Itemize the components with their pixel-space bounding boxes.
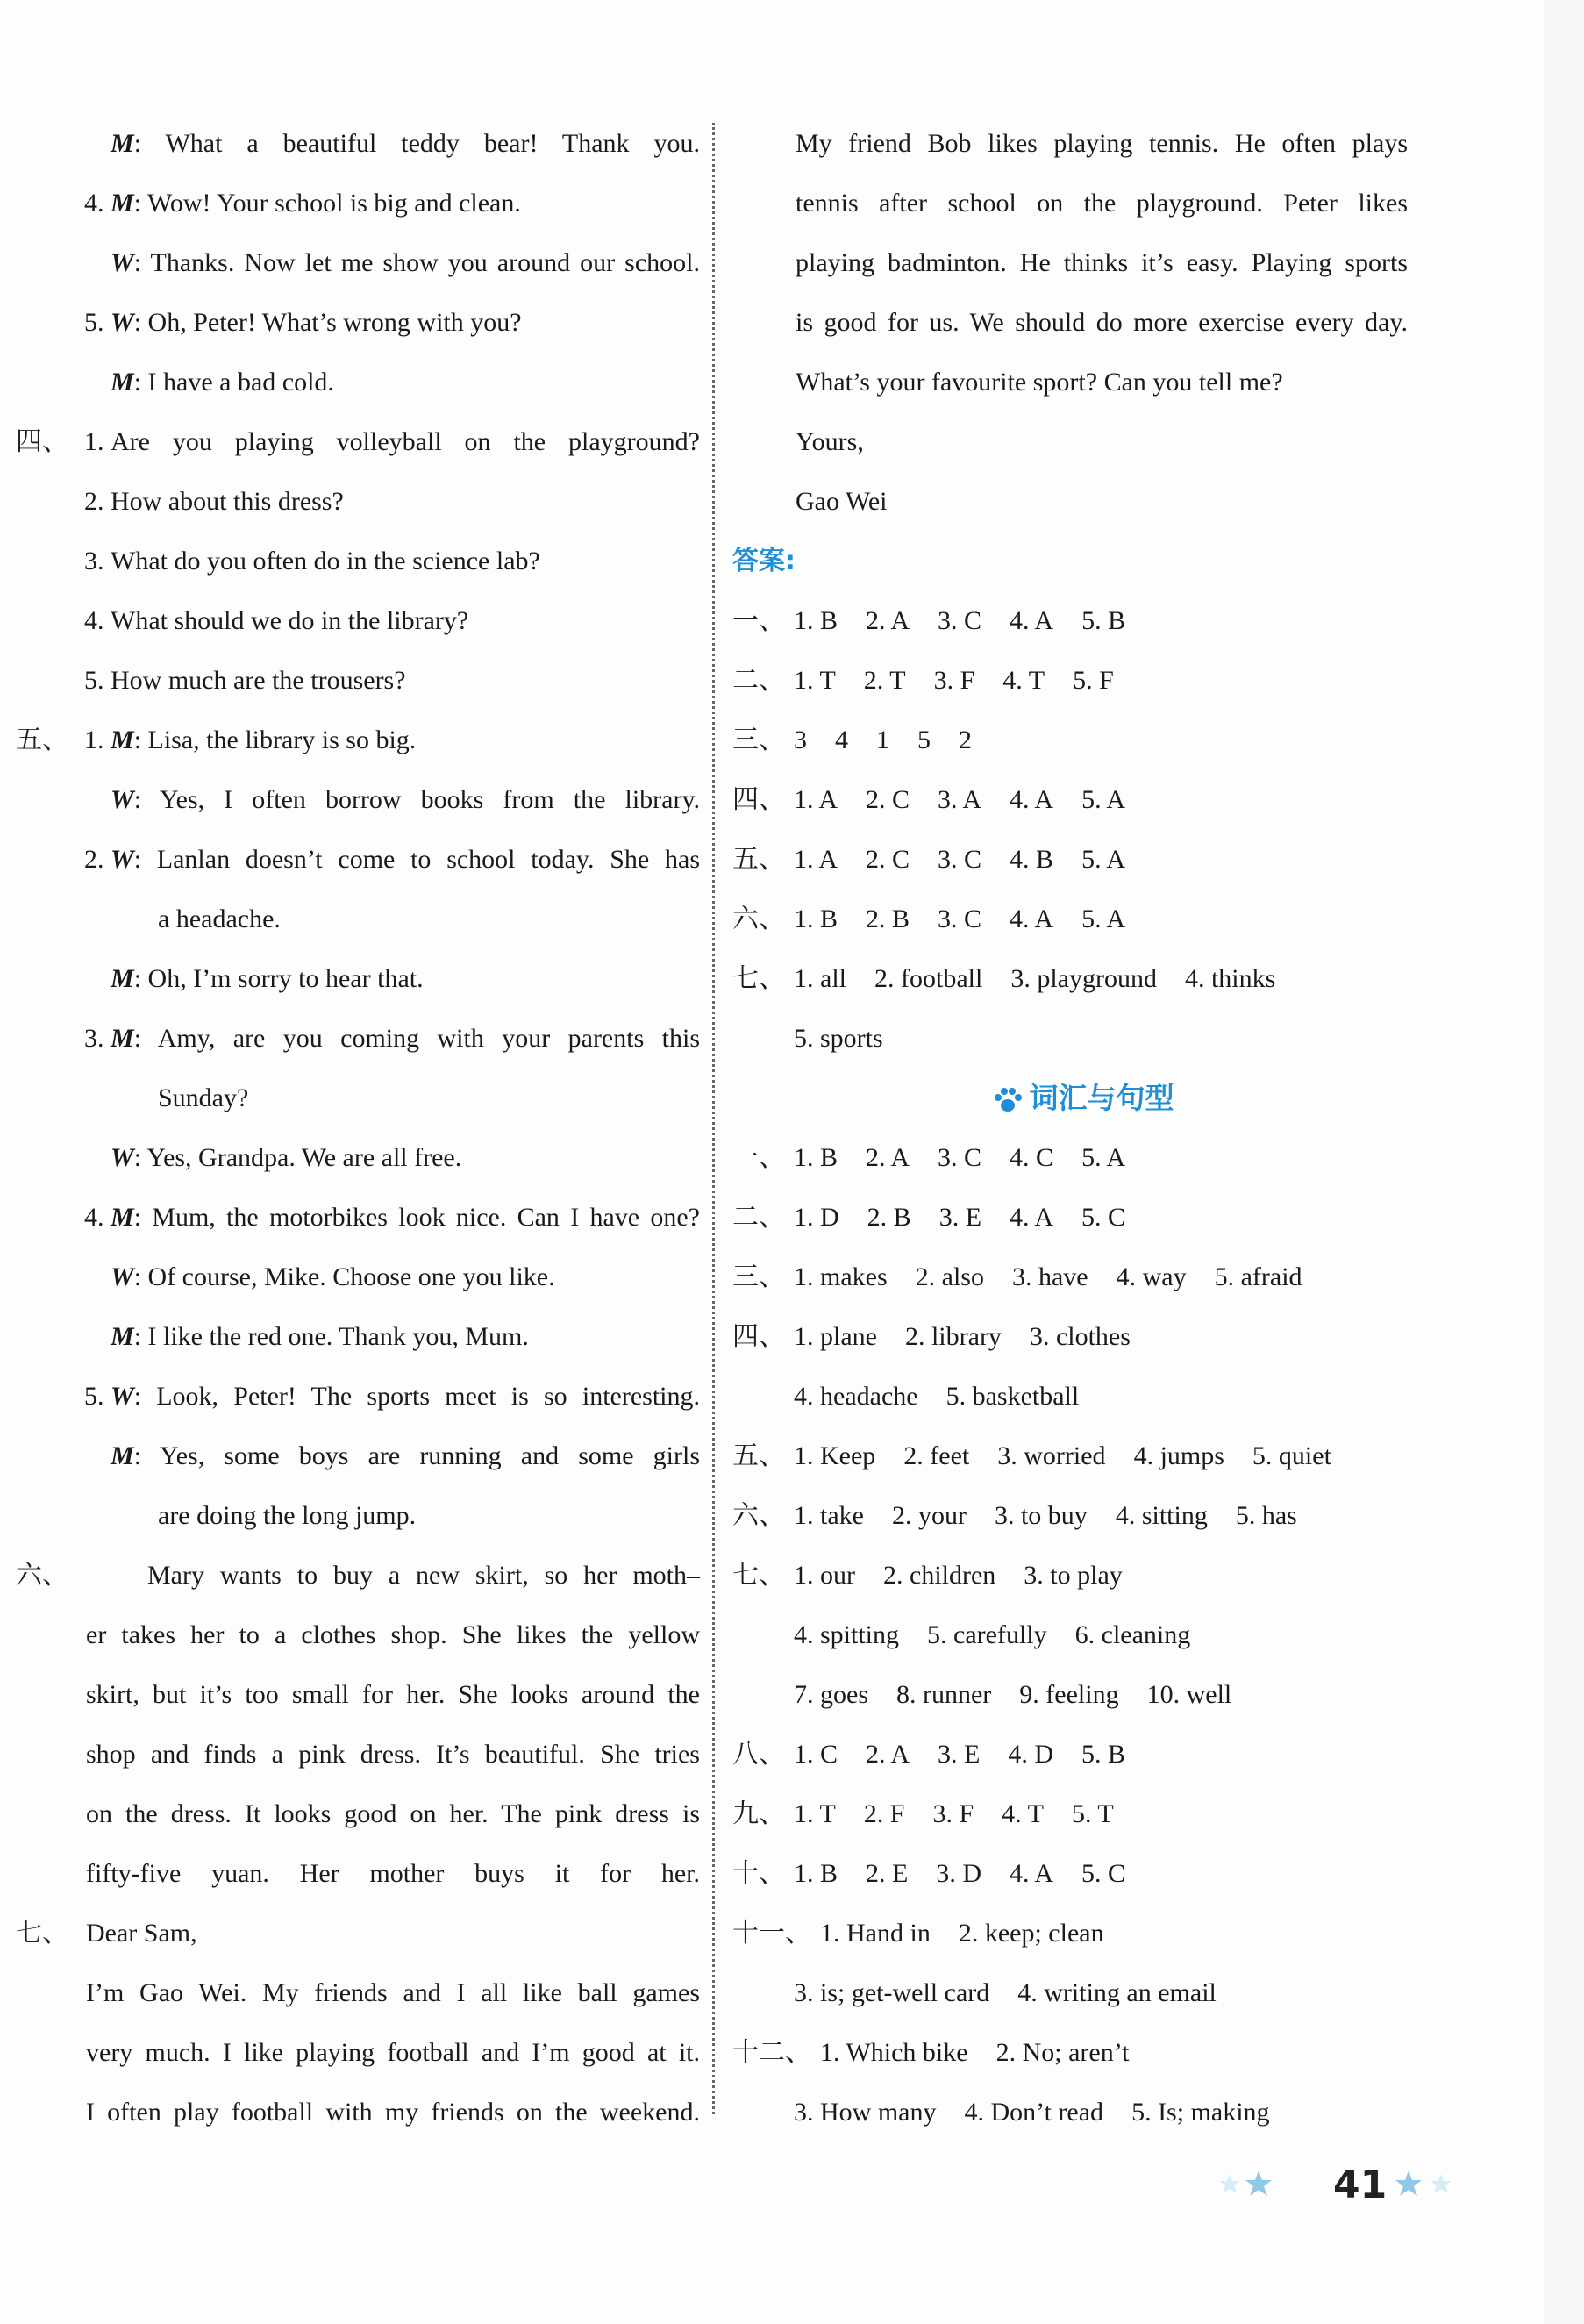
line-text: on the dress. It looks good on her. The pink dress is xyxy=(86,1799,700,1828)
section-marker: 九、 xyxy=(732,1799,785,1828)
answer-item: 3. C xyxy=(938,606,982,635)
text-line xyxy=(732,293,1434,353)
answer-item: 5. has xyxy=(1235,1501,1297,1530)
speaker-label: W xyxy=(111,248,134,277)
right-column xyxy=(732,114,1434,2142)
text-line xyxy=(25,1725,700,1784)
speaker-label: W xyxy=(111,785,134,814)
text-line xyxy=(732,830,1434,890)
text-line xyxy=(732,2023,1434,2083)
answer-item: 2. library xyxy=(904,1322,1002,1351)
line-text: fifty-five yuan. Her mother buys it for her. xyxy=(86,1859,700,1888)
answer-item: 2. feet xyxy=(903,1441,970,1470)
answer-item: 5. A xyxy=(1081,845,1126,874)
answer-item: 4. writing an email xyxy=(1017,1978,1217,2007)
vocab-heading: 词汇与句型 xyxy=(1029,1081,1174,1115)
answer-item: 5. A xyxy=(1081,1143,1126,1172)
letter-line: What’s your favourite sport? Can you tell me? xyxy=(796,368,1283,397)
answer-item: 1. B xyxy=(794,1143,838,1172)
answer-item: 4. Don’t read xyxy=(964,2098,1104,2127)
text-line xyxy=(16,1546,700,1605)
answer-item: 9. feeling xyxy=(1019,1680,1119,1709)
section-marker: 四、 xyxy=(732,1322,785,1351)
answer-item: 4. way xyxy=(1116,1262,1187,1291)
text-line xyxy=(25,293,700,353)
answer-item: 1. T xyxy=(794,1799,836,1828)
answer-item: 6. cleaning xyxy=(1074,1620,1191,1649)
answer-item: 4. sitting xyxy=(1115,1501,1208,1530)
answer-item: 5. T xyxy=(1071,1799,1114,1828)
speaker-label: M xyxy=(111,1024,134,1053)
text-line xyxy=(732,1427,1434,1486)
section-marker: 六、 xyxy=(732,905,785,933)
answer-item: 4. T xyxy=(1002,666,1045,695)
page-number: 41 xyxy=(1333,2162,1388,2207)
answer-item: 1. Which bike xyxy=(820,2038,968,2067)
answer-item: 3. C xyxy=(938,845,982,874)
item-number: 1. xyxy=(84,427,104,456)
answer-item: 5 xyxy=(917,726,931,754)
answer-item: 3. playground xyxy=(1010,964,1157,993)
answer-item: 1. A xyxy=(794,785,838,814)
line-text: M: I have a bad cold. xyxy=(111,368,334,397)
star-decoration-icon xyxy=(1219,2167,1324,2202)
text-line xyxy=(732,174,1434,233)
section-marker: 六、 xyxy=(16,1561,68,1590)
line-text: a headache. xyxy=(158,905,281,933)
answer-item: 1. D xyxy=(794,1203,839,1232)
section-marker: 四、 xyxy=(732,785,785,814)
text-line xyxy=(25,233,700,293)
text-line xyxy=(732,233,1434,293)
answer-item: 5. F xyxy=(1073,666,1114,695)
text-line xyxy=(732,2083,1434,2142)
speaker-label: M xyxy=(111,129,134,158)
line-text: M: Amy, are you coming with your parents this xyxy=(111,1024,700,1053)
line-text: M: Wow! Your school is big and clean. xyxy=(111,189,521,218)
answer-item: 2. C xyxy=(866,785,910,814)
answer-item: 3. clothes xyxy=(1029,1322,1131,1351)
line-text: W: Yes, I often borrow books from the library. xyxy=(111,785,700,814)
letter-line: playing badminton. He thinks it’s easy. Playing sports xyxy=(796,248,1408,277)
section-marker: 三、 xyxy=(732,726,785,754)
answer-item: 2. children xyxy=(883,1561,996,1590)
section-marker: 十一、 xyxy=(732,1919,811,1948)
answer-item: 4. A xyxy=(1010,905,1054,933)
text-line xyxy=(25,532,700,591)
text-line xyxy=(25,1963,700,2023)
line-text: What should we do in the library? xyxy=(111,606,469,635)
letter-line: My friend Bob likes playing tennis. He often plays xyxy=(796,129,1408,158)
text-line xyxy=(732,472,1434,532)
answer-item: 4. A xyxy=(1010,785,1054,814)
answer-item: 2. C xyxy=(866,845,910,874)
text-line xyxy=(732,1486,1434,1546)
speaker-label: M xyxy=(111,1441,134,1470)
text-line xyxy=(25,1784,700,1844)
letter-line: tennis after school on the playground. Peter likes xyxy=(796,189,1408,218)
answer-item: 2. football xyxy=(874,964,983,993)
answer-item: 1. Keep xyxy=(794,1441,876,1470)
answer-item: 4. A xyxy=(1010,606,1054,635)
answer-item: 8. runner xyxy=(896,1680,992,1709)
line-text: shop and finds a pink dress. It’s beautiful. She tries xyxy=(86,1740,700,1769)
answer-item: 10. well xyxy=(1146,1680,1232,1709)
answer-item: 3. E xyxy=(938,1740,981,1769)
answer-item: 3. worried xyxy=(997,1441,1106,1470)
line-text: Mary wants to buy a new skirt, so her moth– xyxy=(147,1561,700,1590)
answer-item: 2. F xyxy=(863,1799,905,1828)
text-line xyxy=(16,412,700,472)
speaker-label: M xyxy=(111,964,134,993)
answer-item: 5. B xyxy=(1081,606,1126,635)
answer-item: 4. T xyxy=(1002,1799,1044,1828)
answer-item: 2. A xyxy=(866,1143,910,1172)
text-line xyxy=(732,1844,1434,1904)
text-line xyxy=(25,949,700,1009)
answer-item: 5. Is; making xyxy=(1131,2098,1270,2127)
item-number: 3. xyxy=(84,547,104,576)
line-text: Are you playing volleyball on the playground? xyxy=(111,427,700,456)
section-marker: 五、 xyxy=(732,845,785,874)
section-marker: 十、 xyxy=(732,1859,785,1888)
text-line xyxy=(732,770,1434,830)
answer-item: 2. B xyxy=(867,1203,911,1232)
answer-item: 1. T xyxy=(794,666,836,695)
section-marker: 七、 xyxy=(732,964,785,993)
answer-item: 3. to play xyxy=(1024,1561,1123,1590)
item-number: 2. xyxy=(84,845,104,874)
text-line xyxy=(25,472,700,532)
item-number: 4. xyxy=(84,1203,104,1232)
text-line xyxy=(25,591,700,651)
section-marker: 二、 xyxy=(732,1203,785,1232)
text-line xyxy=(25,1605,700,1665)
text-line xyxy=(732,1307,1434,1367)
text-line xyxy=(25,1367,700,1427)
answer-item: 5. C xyxy=(1081,1203,1126,1232)
text-line xyxy=(732,890,1434,949)
answers-heading: 答案: xyxy=(732,546,796,576)
answer-item: 2. also xyxy=(915,1262,984,1291)
speaker-label: W xyxy=(111,1262,134,1291)
line-text: I’m Gao Wei. My friends and I all like ball games xyxy=(86,1978,700,2007)
section-marker: 一、 xyxy=(732,606,785,635)
text-line xyxy=(25,174,700,233)
answer-item: 1. plane xyxy=(794,1322,877,1351)
line-text: W: Lanlan doesn’t come to school today. She has xyxy=(111,845,700,874)
answer-item: 1. B xyxy=(794,606,838,635)
section-marker: 六、 xyxy=(732,1501,785,1530)
answer-item: 3. F xyxy=(933,666,975,695)
answer-item: 4. B xyxy=(1010,845,1054,874)
answer-item: 5. A xyxy=(1081,905,1126,933)
answer-item: 1. our xyxy=(794,1561,855,1590)
speaker-label: W xyxy=(111,308,134,337)
text-line xyxy=(732,651,1434,711)
text-line xyxy=(25,1665,700,1725)
line-text: W: Yes, Grandpa. We are all free. xyxy=(111,1143,462,1172)
letter-line: Yours, xyxy=(796,427,864,456)
line-text: How about this dress? xyxy=(111,487,344,516)
text-line xyxy=(732,1069,1434,1128)
item-number: 4. xyxy=(84,606,104,635)
page-footer xyxy=(1219,2158,1466,2211)
line-text: Dear Sam, xyxy=(86,1919,197,1948)
letter-line: is good for us. We should do more exercise every day. xyxy=(796,308,1408,337)
answer-item: 3 xyxy=(794,726,807,754)
line-text: How much are the trousers? xyxy=(111,666,406,695)
section-marker: 四、 xyxy=(16,427,68,456)
answer-item: 1. A xyxy=(794,845,838,874)
answer-item: 3. How many xyxy=(794,2098,937,2127)
answer-item: 2. A xyxy=(866,1740,910,1769)
answer-item: 3. C xyxy=(938,1143,982,1172)
section-marker: 五、 xyxy=(732,1441,785,1470)
answer-item: 1. take xyxy=(794,1501,864,1530)
answer-item: 2. keep; clean xyxy=(958,1919,1104,1948)
text-line xyxy=(25,1486,700,1546)
answer-item: 2. B xyxy=(866,905,910,933)
answer-item: 5. quiet xyxy=(1252,1441,1331,1470)
text-line xyxy=(25,1844,700,1904)
answer-item: 2 xyxy=(959,726,972,754)
item-number: 1. xyxy=(84,726,104,754)
answer-item: 4. A xyxy=(1010,1859,1054,1888)
answer-item: 3. have xyxy=(1011,1262,1088,1291)
line-text: M: What a beautiful teddy bear! Thank you. xyxy=(111,129,700,158)
line-text: W: Of course, Mike. Choose one you like. xyxy=(111,1262,555,1291)
text-line xyxy=(25,1128,700,1188)
section-marker: 五、 xyxy=(16,726,68,754)
text-line xyxy=(732,114,1434,174)
text-line xyxy=(25,114,700,174)
section-marker: 七、 xyxy=(732,1561,785,1590)
answer-item: 2. E xyxy=(866,1859,909,1888)
text-line xyxy=(732,1248,1434,1307)
answer-item: 3. E xyxy=(938,1203,982,1232)
answer-item: 1. all xyxy=(794,964,846,993)
answer-item: 5. afraid xyxy=(1214,1262,1302,1291)
text-line xyxy=(25,1248,700,1307)
answer-item: 2. T xyxy=(863,666,906,695)
text-line xyxy=(16,1904,700,1963)
column-divider xyxy=(712,123,715,2114)
item-number: 4. xyxy=(84,189,104,218)
item-number: 3. xyxy=(84,1024,104,1053)
text-line xyxy=(25,2023,700,2083)
text-line xyxy=(732,532,1434,591)
text-line xyxy=(732,1904,1434,1963)
answer-item: 2. your xyxy=(891,1501,967,1530)
text-line xyxy=(25,770,700,830)
section-marker: 八、 xyxy=(732,1740,785,1769)
text-line xyxy=(732,1546,1434,1605)
section-marker: 三、 xyxy=(732,1262,785,1291)
line-text: I often play football with my friends on the weekend. xyxy=(86,2098,700,2127)
text-line xyxy=(25,1009,700,1069)
text-line xyxy=(732,1725,1434,1784)
answer-item: 1. B xyxy=(794,905,838,933)
answer-item: 1. makes xyxy=(794,1262,888,1291)
answer-item: 4. spitting xyxy=(794,1620,900,1649)
section-marker: 十二、 xyxy=(732,2038,811,2067)
text-line xyxy=(732,711,1434,770)
answer-item: 5. basketball xyxy=(945,1382,1080,1411)
text-line xyxy=(25,1307,700,1367)
line-text: W: Thanks. Now let me show you around our school. xyxy=(111,248,700,277)
answer-item: 4. jumps xyxy=(1133,1441,1224,1470)
text-line xyxy=(25,830,700,890)
answer-item: 3. F xyxy=(932,1799,974,1828)
text-line xyxy=(732,1784,1434,1844)
answer-item: 1 xyxy=(876,726,889,754)
answer-item: 5. C xyxy=(1081,1859,1126,1888)
text-line xyxy=(25,353,700,412)
line-text: er takes her to a clothes shop. She likes the yellow xyxy=(86,1620,700,1649)
speaker-label: M xyxy=(111,726,134,754)
text-line xyxy=(732,1188,1434,1248)
left-column xyxy=(16,114,700,2142)
line-text: M: I like the red one. Thank you, Mum. xyxy=(111,1322,529,1351)
text-line xyxy=(732,1009,1434,1069)
line-text: W: Look, Peter! The sports meet is so interesting. xyxy=(111,1382,700,1411)
answer-item: 4. thinks xyxy=(1184,964,1276,993)
line-text: skirt, but it’s too small for her. She looks around the xyxy=(86,1680,700,1709)
answer-item: 4. A xyxy=(1010,1203,1054,1232)
answer-item: 5. A xyxy=(1081,785,1126,814)
text-line xyxy=(25,1188,700,1248)
text-line xyxy=(732,1128,1434,1188)
text-line xyxy=(25,2083,700,2142)
section-marker: 七、 xyxy=(16,1919,68,1948)
answer-item: 1. C xyxy=(794,1740,838,1769)
item-number: 5. xyxy=(84,308,104,337)
answer-item: 3. A xyxy=(938,785,982,814)
line-text: M: Oh, I’m sorry to hear that. xyxy=(111,964,424,993)
speaker-label: W xyxy=(111,845,134,874)
answer-item: 4. D xyxy=(1008,1740,1054,1769)
answer-item: 3. is; get-well card xyxy=(794,1978,990,2007)
text-line xyxy=(732,1963,1434,2023)
speaker-label: M xyxy=(111,368,134,397)
answer-item: 1. Hand in xyxy=(820,1919,931,1948)
text-line xyxy=(732,591,1434,651)
item-number: 5. xyxy=(84,1382,104,1411)
answer-item: 4. C xyxy=(1010,1143,1054,1172)
answer-item: 1. B xyxy=(794,1859,838,1888)
text-line xyxy=(732,949,1434,1009)
answer-item: 3. D xyxy=(936,1859,982,1888)
text-line xyxy=(732,1605,1434,1665)
text-line xyxy=(16,711,700,770)
speaker-label: W xyxy=(111,1143,134,1172)
line-text: Sunday? xyxy=(158,1083,249,1112)
section-marker: 二、 xyxy=(732,666,785,695)
star-decoration-icon xyxy=(1395,2167,1466,2202)
text-line xyxy=(732,1665,1434,1725)
line-text: W: Oh, Peter! What’s wrong with you? xyxy=(111,308,522,337)
line-text: M: Mum, the motorbikes look nice. Can I have one? xyxy=(111,1203,700,1232)
line-text: very much. I like playing football and I’m good at it. xyxy=(86,2038,700,2067)
answer-item: 7. goes xyxy=(794,1680,868,1709)
speaker-label: M xyxy=(111,1322,134,1351)
speaker-label: M xyxy=(111,1203,134,1232)
line-text: are doing the long jump. xyxy=(158,1501,417,1530)
letter-line: Gao Wei xyxy=(796,487,888,516)
item-number: 5. xyxy=(84,666,104,695)
item-number: 2. xyxy=(84,487,104,516)
text-line xyxy=(732,412,1434,472)
answer-item: 2. A xyxy=(866,606,910,635)
text-line xyxy=(732,1367,1434,1427)
text-line xyxy=(25,890,700,949)
speaker-label: M xyxy=(111,189,134,218)
answer-item: 5. sports xyxy=(794,1024,883,1053)
text-line xyxy=(25,651,700,711)
section-marker: 一、 xyxy=(732,1143,785,1172)
answer-item: 5. carefully xyxy=(927,1620,1047,1649)
answer-item: 3. C xyxy=(938,905,982,933)
paw-icon xyxy=(993,1087,1023,1113)
answer-item: 2. No; aren’t xyxy=(995,2038,1130,2067)
speaker-label: W xyxy=(111,1382,134,1411)
line-text: M: Lisa, the library is so big. xyxy=(111,726,417,754)
line-text: What do you often do in the science lab? xyxy=(111,547,540,576)
answer-item: 4. headache xyxy=(794,1382,918,1411)
text-line xyxy=(732,353,1434,412)
line-text: M: Yes, some boys are running and some girls xyxy=(111,1441,700,1470)
answer-item: 3. to buy xyxy=(994,1501,1088,1530)
answer-item: 4 xyxy=(835,726,848,754)
text-line xyxy=(25,1427,700,1486)
answer-item: 5. B xyxy=(1081,1740,1126,1769)
text-line xyxy=(25,1069,700,1128)
